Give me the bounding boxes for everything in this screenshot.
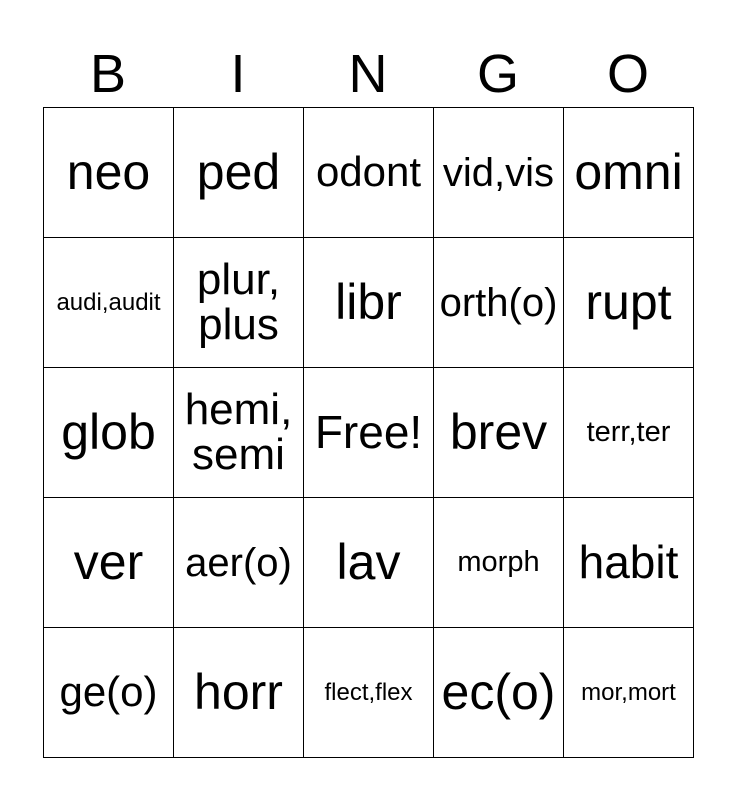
cell-label: libr: [335, 274, 402, 331]
bingo-cell[interactable]: [564, 368, 694, 498]
bingo-header: [43, 42, 693, 106]
cell-label: orth(o): [439, 280, 558, 325]
bingo-cell[interactable]: [304, 238, 434, 368]
cell-label: morph: [457, 546, 540, 579]
bingo-cell[interactable]: [44, 368, 174, 498]
cell-label: rupt: [585, 274, 672, 331]
bingo-cell[interactable]: [564, 108, 694, 238]
header-letter-b: B: [89, 44, 127, 104]
header-letter-g: G: [476, 44, 519, 104]
cell-label: brev: [449, 404, 548, 461]
cell-label: audi,audit: [56, 288, 161, 316]
bingo-cell[interactable]: [564, 498, 694, 628]
bingo-cell[interactable]: [174, 108, 304, 238]
bingo-cell[interactable]: [304, 628, 434, 758]
bingo-cell[interactable]: [564, 238, 694, 368]
cell-label: lav: [336, 534, 401, 591]
bingo-board: [43, 107, 694, 758]
header-letter-o: O: [606, 44, 649, 104]
cell-label: ec(o): [441, 664, 556, 721]
bingo-cell[interactable]: [434, 108, 564, 238]
cell-label: plur, plus: [196, 254, 281, 349]
cell-label: aer(o): [185, 540, 292, 585]
cell-label: hemi, semi: [184, 384, 293, 479]
bingo-cell[interactable]: [434, 238, 564, 368]
bingo-cell[interactable]: [434, 368, 564, 498]
bingo-cell[interactable]: [174, 368, 304, 498]
free-space-label: Free!: [314, 406, 423, 459]
cell-label: ped: [196, 144, 281, 201]
bingo-cell[interactable]: [304, 108, 434, 238]
bingo-cell[interactable]: [564, 628, 694, 758]
cell-label: glob: [61, 404, 156, 461]
bingo-cell[interactable]: [434, 628, 564, 758]
cell-label: habit: [578, 536, 679, 589]
bingo-cell[interactable]: [44, 238, 174, 368]
cell-label: neo: [66, 144, 151, 201]
free-space-cell[interactable]: [304, 368, 434, 498]
bingo-cell[interactable]: [174, 238, 304, 368]
cell-label: mor,mort: [581, 678, 676, 706]
header-letter-i: I: [230, 44, 246, 104]
cell-label: terr,ter: [586, 416, 671, 449]
cell-label: horr: [194, 664, 283, 721]
header-letter-n: N: [348, 44, 388, 104]
bingo-cell[interactable]: [44, 498, 174, 628]
bingo-cell[interactable]: [434, 498, 564, 628]
cell-label: omni: [574, 144, 683, 201]
cell-label: flect,flex: [324, 678, 413, 706]
bingo-cell[interactable]: [44, 628, 174, 758]
bingo-cell[interactable]: [304, 498, 434, 628]
bingo-cell[interactable]: [44, 108, 174, 238]
bingo-cell[interactable]: [174, 498, 304, 628]
cell-label: ge(o): [59, 668, 158, 716]
cell-label: ver: [73, 534, 144, 591]
cell-label: odont: [315, 148, 422, 196]
cell-label: vid,vis: [442, 150, 555, 195]
bingo-cell[interactable]: [174, 628, 304, 758]
